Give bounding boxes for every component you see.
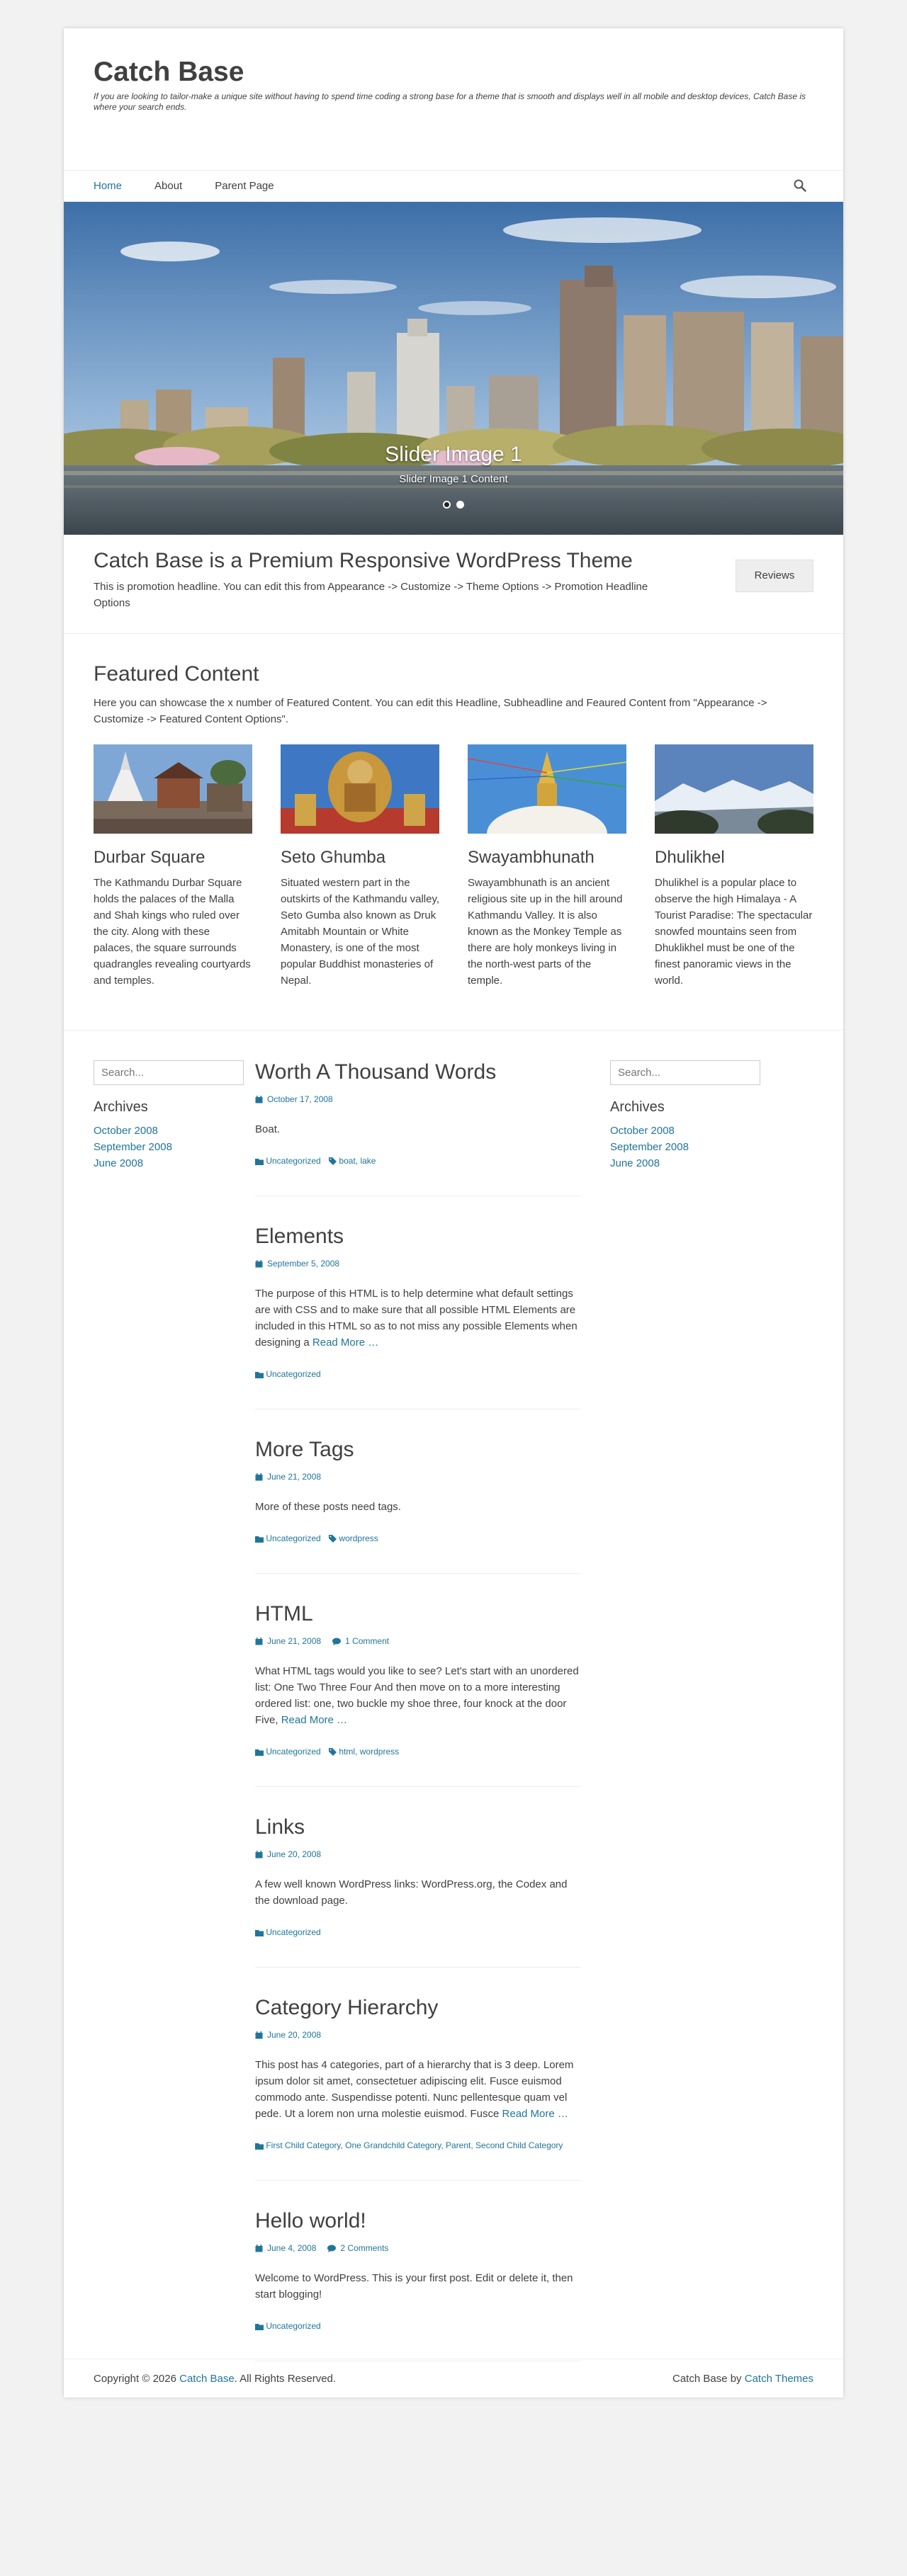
post-categories[interactable]: First Child Category, One Grandchild Category, Parent, Second Child Category <box>266 2140 563 2150</box>
slider-content: Slider Image 1 Content <box>399 473 508 485</box>
featured-subtitle: Here you can showcase the x number of Featured Content. You can edit this Headline, Subheadline and Feaured Content from "Appearance -> Customize -> Featured Content Options". <box>94 697 767 725</box>
featured-item-text: The Kathmandu Durbar Square holds the palaces of the Malla and Shah kings who ruled over the city. Along with these palaces, the square surrounds quadrangles revealing courtyards and temples. <box>94 877 251 987</box>
post <box>255 1574 581 1787</box>
featured-content <box>64 634 843 1031</box>
post-meta <box>255 1849 581 1859</box>
copyright-prefix: Copyright © 2026 <box>94 2372 176 2385</box>
folder-icon <box>255 2143 264 2150</box>
promotion-title: Catch Base is a Premium Responsive WordPress Theme <box>94 549 633 572</box>
post-comments[interactable]: 2 Comments <box>340 2243 389 2253</box>
post-footer <box>255 1368 581 1380</box>
post-excerpt <box>255 1663 581 1728</box>
post-excerpt: Boat. <box>255 1123 281 1135</box>
post-title[interactable]: Links <box>255 1815 305 1839</box>
folder-icon <box>255 1749 264 1756</box>
post-excerpt: Welcome to WordPress. This is your first post. Edit or delete it, then start blogging! <box>255 2272 573 2300</box>
folder-icon <box>255 1158 264 1165</box>
post-footer <box>255 1745 581 1758</box>
nav-item-home[interactable]: Home <box>94 180 123 192</box>
search-input[interactable] <box>610 1060 760 1085</box>
featured-item-title[interactable]: Seto Ghumba <box>281 848 386 867</box>
post-comments[interactable]: 1 Comment <box>345 1636 390 1646</box>
calendar-icon <box>255 1473 263 1481</box>
read-more-link[interactable]: Read More … <box>312 1337 379 1349</box>
post-meta <box>255 1472 581 1482</box>
post-excerpt-text: The purpose of this HTML is to help determine what default settings are with CSS and to make sure that all possible HTML Elements are included in this HTML so as to not miss any possible Elements when designing a <box>255 1288 578 1349</box>
post-meta <box>255 2243 581 2253</box>
tag-icon <box>329 1157 337 1165</box>
promotion-headline <box>64 535 843 634</box>
featured-item <box>94 744 252 989</box>
post <box>255 2181 581 2361</box>
comment-icon <box>332 1638 341 1645</box>
page-container <box>64 28 843 2398</box>
post-excerpt-text: What HTML tags would you like to see? Let's start with an unordered list: One Two Three Four And then move on to a more interesting ordered list: one, two buckle my shoe three, four knock at the door Five, <box>255 1665 579 1726</box>
post <box>255 1032 581 1196</box>
post-date[interactable]: June 20, 2008 <box>267 1849 322 1859</box>
right-sidebar <box>610 1032 773 1171</box>
featured-item-text: Swayambhunath is an ancient religious site up in the hill around Kathmandu Valley. It is also known as the Monkey Temple as there are holy monkeys living in the north-west parts of the temple. <box>468 877 623 987</box>
featured-item-text: Dhulikhel is a popular place to observe the high Himalaya - A Tourist Paradise: The spectacular snowfed mountains seen from Dhuklikhel must be one of the finest panoramic views in the world. <box>655 877 813 987</box>
archive-link[interactable]: June 2008 <box>94 1157 144 1169</box>
post-title[interactable]: Hello world! <box>255 2209 366 2232</box>
nav-item-parent-page[interactable]: Parent Page <box>215 180 274 192</box>
post-title[interactable]: More Tags <box>255 1438 354 1461</box>
tag-icon <box>329 1535 337 1543</box>
calendar-icon <box>255 1096 263 1103</box>
featured-image-swayambhunath[interactable] <box>468 744 626 834</box>
post-excerpt-text: This post has 4 categories, part of a hierarchy that is 3 deep. Lorem ipsum dolor sit amet, consectetuer adipiscing elit. Fusce euismod commodo ante. Suspendisse potenti. Nunc pellentesque quam vel pede. Ut a lorem non urna molestie euismod. Fusce <box>255 2059 574 2120</box>
calendar-icon <box>255 2031 263 2039</box>
folder-icon <box>255 2323 264 2330</box>
archives-title: Archives <box>94 1099 148 1115</box>
credit-link[interactable]: Catch Themes <box>744 2372 813 2385</box>
site-title[interactable]: Catch Base <box>94 57 244 87</box>
nav-item-about[interactable]: About <box>154 180 183 192</box>
folder-icon <box>255 1536 264 1543</box>
slider-dot-2[interactable] <box>456 501 464 509</box>
site-header <box>64 28 843 170</box>
featured-title: Featured Content <box>94 662 259 686</box>
post-categories[interactable]: Uncategorized <box>266 1369 321 1379</box>
promotion-text: This is promotion headline. You can edit this from Appearance -> Customize -> Theme Options -> Promotion Headline Options <box>94 581 648 609</box>
featured-item-text: Situated western part in the outskirts of the Kathmandu valley, Seto Gumba also known as Druk Amitabh Mountain or White Monastery, is one of the most popular Buddhist monasteries of Nepal. <box>281 877 440 987</box>
post-date[interactable]: September 5, 2008 <box>267 1259 340 1269</box>
post-categories[interactable]: Uncategorized <box>266 1533 321 1543</box>
post-list <box>255 1032 581 2361</box>
slider-title[interactable]: Slider Image 1 <box>385 443 522 466</box>
post-footer <box>255 2139 581 2152</box>
featured-item-title[interactable]: Dhulikhel <box>655 848 725 867</box>
slider-dot-1[interactable] <box>443 501 451 509</box>
post <box>255 1409 581 1574</box>
featured-image-durbar-square[interactable] <box>94 744 252 834</box>
featured-image-dhulikhel[interactable] <box>655 744 813 834</box>
post-excerpt: A few well known WordPress links: WordPress.org, the Codex and the download page. <box>255 1878 568 1907</box>
folder-icon <box>255 1929 264 1936</box>
post-tags[interactable]: html, wordpress <box>339 1747 400 1757</box>
comment-icon <box>327 2245 336 2252</box>
site-footer <box>64 2359 843 2398</box>
theme-credit <box>672 2373 813 2385</box>
calendar-icon <box>255 2245 263 2252</box>
tag-icon <box>329 1748 337 1756</box>
post <box>255 1787 581 1968</box>
archives-list <box>610 1123 773 1171</box>
featured-item <box>281 744 439 989</box>
post-categories[interactable]: Uncategorized <box>266 2321 321 2331</box>
post-date[interactable]: October 17, 2008 <box>267 1094 333 1104</box>
post-meta <box>255 2030 581 2040</box>
post-date[interactable]: June 4, 2008 <box>267 2243 317 2253</box>
left-sidebar <box>94 1032 244 1171</box>
featured-slider <box>64 202 843 535</box>
archive-link[interactable]: September 2008 <box>610 1141 689 1153</box>
post-meta <box>255 1636 581 1646</box>
post-title[interactable]: Category Hierarchy <box>255 1996 439 2019</box>
calendar-icon <box>255 1851 263 1859</box>
post-footer <box>255 1926 581 1939</box>
archive-link[interactable]: September 2008 <box>94 1141 172 1153</box>
post-categories[interactable]: Uncategorized <box>266 1747 321 1757</box>
credit-prefix: Catch Base by <box>672 2372 742 2385</box>
featured-grid <box>94 744 813 989</box>
post-footer <box>255 1532 581 1545</box>
post-categories[interactable]: Uncategorized <box>266 1927 321 1937</box>
post-categories[interactable]: Uncategorized <box>266 1156 321 1166</box>
calendar-icon <box>255 1638 263 1645</box>
post-footer <box>255 1154 581 1167</box>
post-excerpt <box>255 1286 581 1351</box>
featured-item-title[interactable]: Swayambhunath <box>468 848 595 867</box>
calendar-icon <box>255 1260 263 1268</box>
post-meta <box>255 1094 581 1104</box>
archives-title: Archives <box>610 1099 665 1115</box>
post-date[interactable]: June 21, 2008 <box>267 1472 322 1482</box>
post-date[interactable]: June 20, 2008 <box>267 2030 322 2040</box>
post <box>255 1196 581 1409</box>
post <box>255 1968 581 2181</box>
slider-pager <box>64 501 843 509</box>
archive-link[interactable]: October 2008 <box>610 1125 675 1137</box>
copyright <box>94 2373 336 2385</box>
archives-list <box>94 1123 244 1171</box>
featured-item-title[interactable]: Durbar Square <box>94 848 205 867</box>
read-more-link[interactable]: Read More … <box>502 2108 568 2120</box>
post-tags[interactable]: wordpress <box>339 1533 378 1543</box>
read-more-link[interactable]: Read More … <box>281 1714 348 1726</box>
primary-nav <box>64 170 843 202</box>
post-excerpt: More of these posts need tags. <box>255 1501 401 1513</box>
post-date[interactable]: June 21, 2008 <box>267 1636 322 1646</box>
archive-link[interactable]: June 2008 <box>610 1157 660 1169</box>
search-icon[interactable] <box>794 179 806 195</box>
site-description: If you are looking to tailor-make a unique site without having to spend time coding a strong base for a theme that is smooth and displays well in all mobile and desktop devices, Catch Base is where your search ends. <box>94 91 806 112</box>
post-excerpt <box>255 2057 581 2122</box>
post-footer <box>255 2320 581 2332</box>
archive-link[interactable]: October 2008 <box>94 1125 158 1137</box>
copyright-suffix: . All Rights Reserved. <box>234 2372 337 2385</box>
reviews-button[interactable]: Reviews <box>736 560 813 592</box>
featured-item <box>655 744 813 989</box>
search-input[interactable] <box>94 1060 244 1085</box>
post-tags[interactable]: boat, lake <box>339 1156 376 1166</box>
folder-icon <box>255 1371 264 1378</box>
copyright-link[interactable]: Catch Base <box>179 2372 235 2385</box>
post-title[interactable]: Elements <box>255 1225 344 1248</box>
featured-image-seto-ghumba[interactable] <box>281 744 439 834</box>
post-meta <box>255 1259 581 1269</box>
post-title[interactable]: Worth A Thousand Words <box>255 1060 497 1084</box>
post-title[interactable]: HTML <box>255 1602 313 1625</box>
featured-item <box>468 744 626 989</box>
